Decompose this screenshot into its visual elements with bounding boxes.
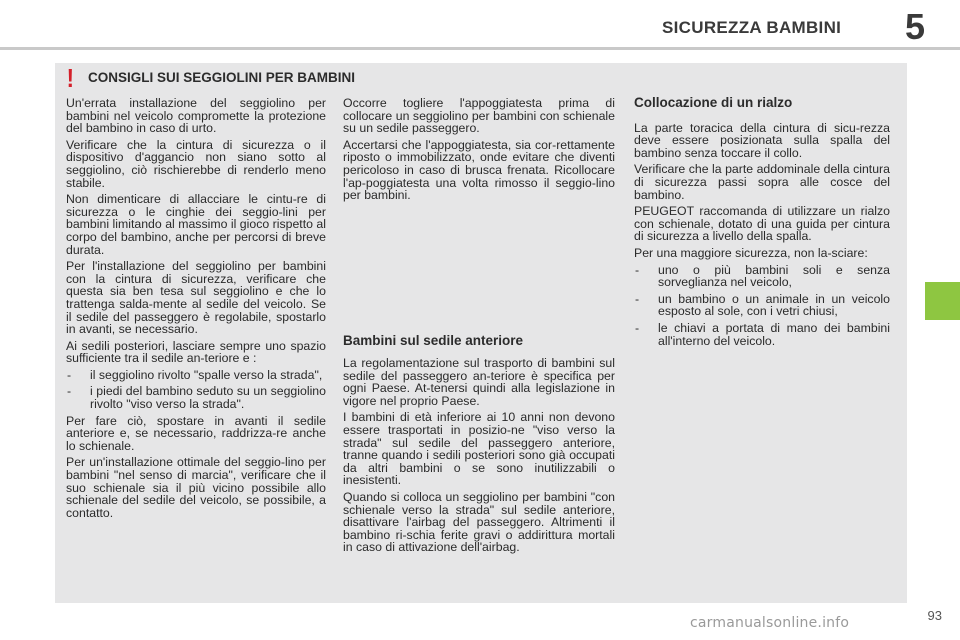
paragraph: Per l'installazione del seggiolino per bambini con la cintura di sicurezza, verificare che questa sia ben tesa sul seggiolino e che lo trattenga salda-mente al sedile del veicolo. Se il sedile del passeggero è regolabile, spostarlo in avanti, se necessario.	[66, 259, 326, 337]
paragraph: Accertarsi che l'appoggiatesta, sia cor-rettamente riposto o immobilizzato, onde evitare che diventi pericoloso in caso di brusca frenata. Ricollocare l'ap-poggiatesta una volta rimosso il seggio-lino per bambini.	[343, 137, 615, 203]
column-right	[634, 97, 890, 351]
list-item: - i piedi del bambino seduto su un seggiolino rivolto "viso verso la strada".	[66, 385, 326, 410]
warning-icon: !	[66, 63, 75, 93]
dash-list	[66, 369, 326, 411]
column-middle-lower	[343, 357, 615, 558]
paragraph: La parte toracica della cintura di sicu-rezza deve essere posizionata sulla spalla del bambino senza toccare il collo.	[634, 120, 890, 160]
list-item: - le chiavi a portata di mano dei bambini all'interno del veicolo.	[634, 322, 890, 347]
list-item: - il seggiolino rivolto "spalle verso la strada",	[66, 369, 326, 382]
chapter-side-tab	[925, 282, 960, 320]
list-item: - un bambino o un animale in un veicolo esposto al sole, con i vetri chiusi,	[634, 293, 890, 318]
header-divider	[0, 47, 960, 50]
paragraph: Non dimenticare di allacciare le cintu-re di sicurezza o le cinghie dei seggio-lini per bambini limitando al massimo il gioco rispetto al corpo del bambino, anche per percorsi di breve durata.	[66, 192, 326, 257]
paragraph: Per una maggiore sicurezza, non la-sciare:	[634, 245, 868, 260]
paragraph: Un'errata installazione del seggiolino per bambini nel veicolo compromette la protezione del bambino in caso di urto.	[66, 96, 326, 136]
watermark: carmanualsonline.info	[690, 615, 850, 631]
list-item: - uno o più bambini soli e senza sorveglianza nel veicolo,	[634, 264, 890, 289]
section-title: SICUREZZA BAMBINI	[662, 18, 842, 37]
column-left	[66, 97, 326, 523]
chapter-number: 5	[905, 6, 926, 47]
paragraph: Verificare che la cintura di sicurezza o il dispositivo d'aggancio non siano sotto al seggiolino, ciò rischierebbe di renderlo meno stabile.	[66, 137, 326, 190]
subheading-booster: Collocazione di un rialzo	[634, 95, 793, 110]
paragraph: La regolamentazione sul trasporto di bambini sul sedile del passeggero an-teriore è specifica per ogni Paese. At-tenersi quindi alla legislazione in vigore nel proprio Paese.	[343, 356, 615, 408]
paragraph: Per un'installazione ottimale del seggio-lino per bambini "nel senso di marcia", verificare che il suo schienale sia il più vicino possibile allo schienale del sedile del veicolo, se possibile, a contatto.	[66, 455, 326, 520]
paragraph: PEUGEOT raccomanda di utilizzare un rialzo con schienale, dotato di una guida per cintura di sicurezza a livello della spalla.	[634, 204, 890, 244]
paragraph: Per fare ciò, spostare in avanti il sedile anteriore e, se necessario, raddrizza-re anche lo schienale.	[66, 413, 326, 453]
page-number: 93	[927, 608, 942, 623]
paragraph: Verificare che la parte addominale della cintura di sicurezza passi sopra alle cosce del bambino.	[634, 162, 890, 202]
paragraph: Occorre togliere l'appoggiatesta prima di collocare un seggiolino per bambini con schienale su un sedile passeggero.	[343, 96, 615, 136]
column-middle	[343, 97, 615, 206]
paragraph: I bambini di età inferiore ai 10 anni non devono essere trasportati in posizio-ne "viso verso la strada" sul sedile del passeggero anteriore, tranne quando i sedili posteriori sono già occupati da altri bambini o se sono inutilizzabili o inesistenti.	[343, 410, 615, 488]
box-title: CONSIGLI SUI SEGGIOLINI PER BAMBINI	[88, 70, 356, 85]
paragraph: Quando si colloca un seggiolino per bambini "con schienale verso la strada" sul sedile anteriore, disattivare l'airbag del passeggero. Altrimenti il bambino ri-schia ferite gravi o addirittura mortali in caso di attivazione dell'airbag.	[343, 489, 615, 555]
paragraph: Ai sedili posteriori, lasciare sempre uno spazio sufficiente tra il sedile an-teriore e :	[66, 338, 326, 366]
subheading-front-seat: Bambini sul sedile anteriore	[343, 333, 524, 348]
dash-list	[634, 264, 890, 348]
